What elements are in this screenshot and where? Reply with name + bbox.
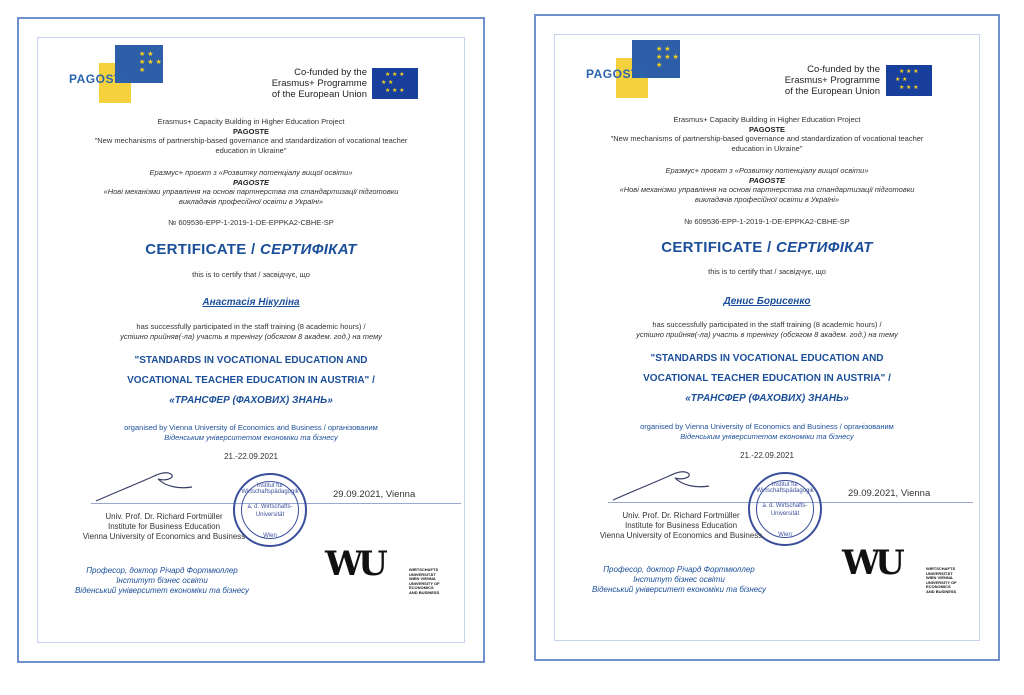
project-info-en: Erasmus+ Capacity Building in Higher Education Project PAGOSTE "New mechanisms of partnership-based governance and standardization of vocational teacher education in Ukraine" [610, 115, 924, 153]
university-stamp: Institut für Wirtschaftspädagogik a. d. Wirtschafts- Universität Wien [748, 472, 822, 546]
project-number: № 609536-EPP-1-2019-1-DE-EPPKA2-CBHE-SP [684, 217, 850, 226]
pagoste-logo-text: PAGOSTE [586, 67, 648, 81]
place-date: 29.09.2021, Vienna [333, 489, 416, 500]
training-dates: 21.-22.09.2021 [224, 452, 278, 461]
participation-text: has successfully participated in the staff training (8 academic hours) / успішно прийняв(-ла) участь в тренінгу (обсягом 8 академ. год.) на тему [120, 322, 382, 341]
eu-flag-icon: ★ ★ ★ ★ ★ ★ ★ ★ [372, 68, 418, 99]
university-stamp: Institut für Wirtschaftspädagogik a. d. Wirtschafts- Universität Wien [233, 473, 307, 547]
certificate-1 [17, 17, 485, 663]
project-number: № 609536-EPP-1-2019-1-DE-EPPKA2-CBHE-SP [168, 218, 334, 227]
training-dates: 21.-22.09.2021 [740, 451, 794, 460]
signature [611, 466, 711, 506]
pagoste-logo-text: PAGOSTE [69, 72, 131, 86]
recipient-name: Анастасія Нікуліна [202, 297, 300, 308]
wu-logo: WU WIRTSCHAFTS UNIVERSITÄT WIEN VIENNA UNIVERSITY OF ECONOMICS AND BUSINESS [325, 544, 440, 595]
certificate-2 [534, 14, 1000, 661]
pagoste-logo: ★ ★ ★ ★ ★ ★ PAGOSTE [586, 36, 681, 106]
project-info-ua: Еразмус+ проєкт з «Розвитку потенціалу вищої освіти» PAGOSTE «Нові механізми управління на основі партнерства та стандартизації підготовки викладачів професійної освіти в Україні» [619, 166, 915, 204]
wu-logo: WU WIRTSCHAFTS UNIVERSITÄT WIEN VIENNA UNIVERSITY OF ECONOMICS AND BUSINESS [842, 543, 957, 594]
certify-text: this is to certify that / засвідчує, що [192, 270, 310, 279]
signatory-ua: Професор, доктор Річард Фортмюллер Інститут бізнес освіти Віденський університет економіки та бізнесу [74, 566, 250, 595]
organiser-text: organised by Vienna University of Economics and Business / організованим Віденським університетом економіки та бізнесу [124, 423, 378, 442]
place-date: 29.09.2021, Vienna [848, 488, 931, 499]
training-topic: "STANDARDS IN VOCATIONAL EDUCATION AND VOCATIONAL TEACHER EDUCATION IN AUSTRIA" / «ТРАНСФЕР (ФАХОВИХ) ЗНАНЬ» [127, 355, 375, 406]
organiser-text: organised by Vienna University of Economics and Business / організованим Віденським університетом економіки та бізнесу [640, 422, 894, 441]
project-info-ua: Еразмус+ проєкт з «Розвитку потенціалу вищої освіти» PAGOSTE «Нові механізми управління на основі партнерства та стандартизації підготовки викладачів професійної освіти в Україні» [103, 168, 399, 206]
signatory-en: Univ. Prof. Dr. Richard Fortmüller Institute for Business Education Vienna University of Economics and Business [82, 512, 246, 541]
training-topic: "STANDARDS IN VOCATIONAL EDUCATION AND VOCATIONAL TEACHER EDUCATION IN AUSTRIA" / «ТРАНСФЕР (ФАХОВИХ) ЗНАНЬ» [643, 353, 891, 404]
certify-text: this is to certify that / засвідчує, що [708, 267, 826, 276]
signature [94, 467, 194, 507]
participation-text: has successfully participated in the staff training (8 academic hours) / успішно прийняв(-ла) участь в тренінгу (обсягом 8 академ. год.) на тему [636, 320, 898, 339]
eu-flag-icon: ★ ★ ★ ★ ★ ★ ★ ★ [886, 65, 932, 96]
certificate-title: CERTIFICATE / СЕРТИФІКАТ [145, 241, 357, 258]
project-info-en: Erasmus+ Capacity Building in Higher Education Project PAGOSTE "New mechanisms of partnership-based governance and standardization of vocational teacher education in Ukraine" [94, 117, 408, 155]
cofunded-text: Co-funded by the Erasmus+ Programme of the European Union [271, 67, 367, 100]
cofunded-text: Co-funded by the Erasmus+ Programme of the European Union [784, 64, 880, 97]
signatory-en: Univ. Prof. Dr. Richard Fortmüller Institute for Business Education Vienna University of Economics and Business [599, 511, 763, 540]
pagoste-logo: ★ ★ ★ ★ ★ ★ PAGOSTE [69, 41, 164, 111]
signatory-ua: Професор, доктор Річард Фортмюллер Інститут бізнес освіти Віденський університет економіки та бізнесу [591, 565, 767, 594]
recipient-name: Денис Борисенко [723, 296, 811, 307]
certificate-title: CERTIFICATE / СЕРТИФІКАТ [661, 239, 873, 256]
